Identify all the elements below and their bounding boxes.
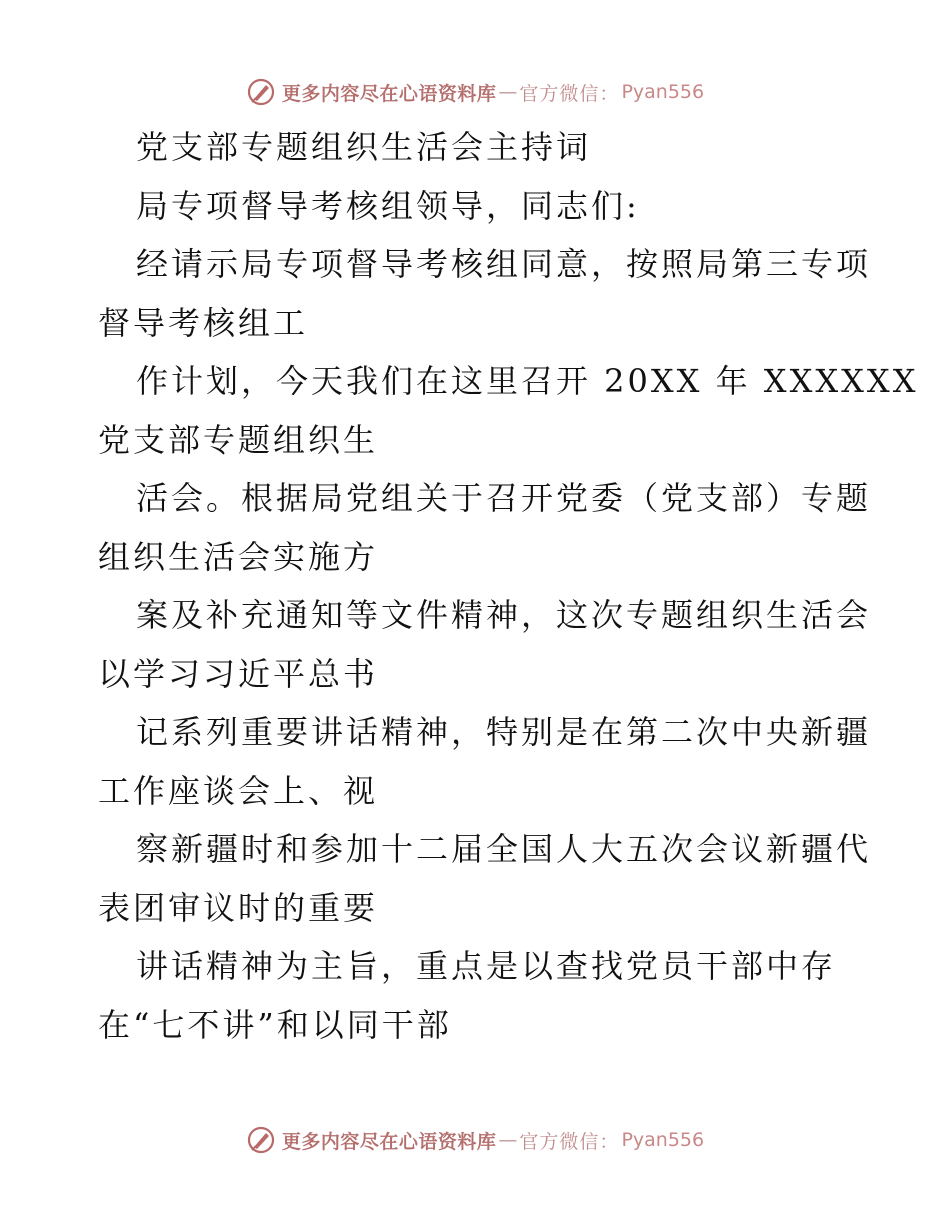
document-line: 党支部专题组织生活会主持词 — [136, 128, 592, 166]
document-line: 记系列重要讲话精神，特别是在第二次中央新疆 — [136, 713, 872, 751]
feather-pen-logo-icon — [246, 77, 276, 107]
header-watermark-banner — [0, 72, 950, 112]
banner-main-text: 更多内容尽在心语资料库 — [281, 82, 497, 105]
document-line: 表团审议时的重要 — [98, 888, 379, 927]
document-line: 以学习习近平总书 — [98, 654, 379, 693]
document-line: 局专项督导考核组领导，同志们: — [136, 186, 640, 225]
document-body — [98, 118, 919, 1054]
document-line: 作计划，今天我们在这里召开 20XX 年 XXXXXX — [136, 362, 919, 400]
feather-pen-logo-icon — [246, 1125, 276, 1155]
document-line: 经请示局专项督导考核组同意，按照局第三专项 — [136, 245, 872, 283]
banner-dash: — — [498, 1129, 518, 1151]
banner-wechat-id: Pyan556 — [621, 81, 705, 103]
banner-main-text: 更多内容尽在心语资料库 — [281, 1130, 497, 1153]
document-line: 活会。根据局党组关于召开党委（党支部）专题 — [136, 479, 872, 517]
document-line: 工作座谈会上、视 — [98, 771, 379, 810]
document-line: 在“七不讲”和以同干部 — [98, 1005, 452, 1044]
document-line: 督导考核组工 — [98, 303, 309, 342]
banner-wechat-label: 官方微信： — [519, 1130, 620, 1153]
footer-watermark-banner — [0, 1120, 950, 1160]
document-line: 组织生活会实施方 — [98, 537, 379, 576]
banner-wechat-id: Pyan556 — [621, 1129, 705, 1151]
banner-dash: — — [498, 81, 518, 103]
banner-wechat-label: 官方微信： — [519, 82, 620, 105]
document-line: 察新疆时和参加十二届全国人大五次会议新疆代 — [136, 830, 872, 868]
document-line: 党支部专题组织生 — [98, 420, 379, 459]
document-line: 案及补充通知等文件精神，这次专题组织生活会 — [136, 596, 872, 634]
document-line: 讲话精神为主旨，重点是以查找党员干部中存 — [136, 947, 837, 985]
